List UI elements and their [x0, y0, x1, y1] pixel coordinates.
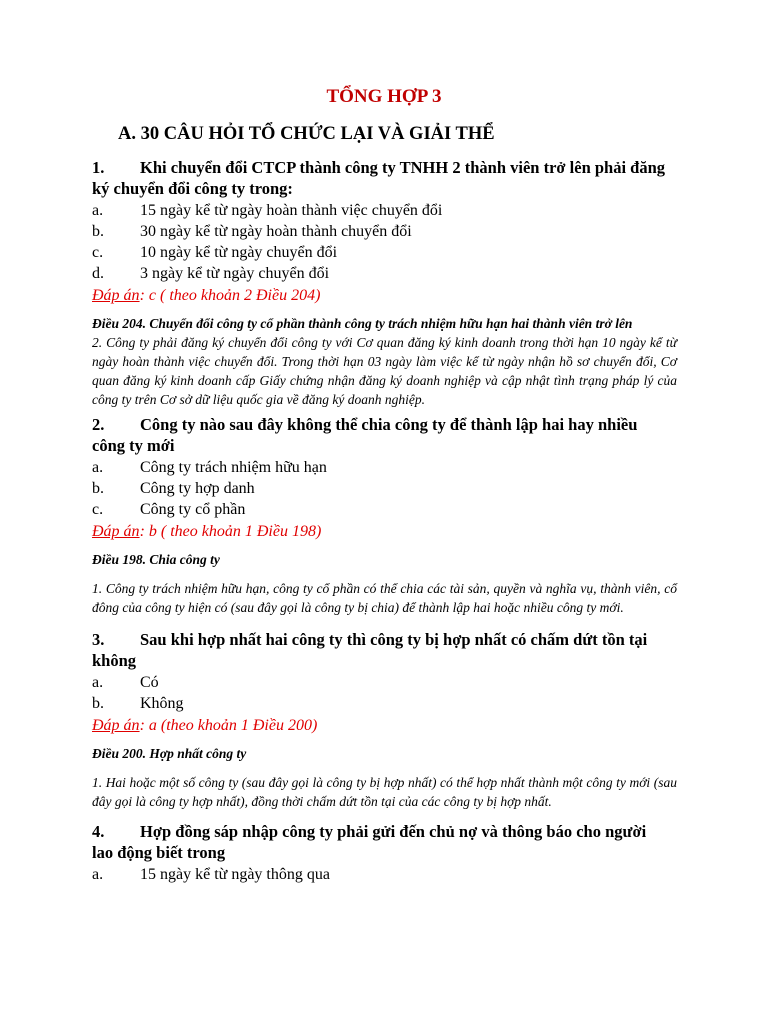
option-b [92, 693, 677, 714]
document-content [92, 155, 677, 885]
option-text: Có [140, 674, 159, 691]
law-article-title: Điều 204. Chuyển đổi công ty cổ phần thành công ty trách nhiệm hữu hạn hai thành viên trở lên [92, 316, 633, 331]
answer-label: Đáp án [92, 717, 140, 734]
question-1 [92, 157, 677, 199]
option-a [92, 672, 677, 693]
answer-text: : b ( theo khoản 1 Điều 198) [139, 523, 322, 540]
option-letter: d. [92, 265, 104, 282]
option-letter: a. [92, 674, 104, 691]
option-a [92, 200, 677, 221]
question-4 [92, 821, 677, 863]
answer-label: Đáp án [92, 287, 140, 304]
question-number: 3. [92, 630, 105, 649]
question-text-continued: lao động biết trong [92, 843, 226, 862]
question-text: Sau khi hợp nhất hai công ty thì công ty bị hợp nhất có chấm dứt tồn tại [140, 630, 648, 649]
question-3 [92, 629, 677, 671]
answer-options [92, 200, 677, 284]
option-letter: a. [92, 866, 104, 883]
law-article-title: Điều 200. Hợp nhất công ty [92, 746, 247, 761]
question-2 [92, 414, 677, 456]
option-text: 3 ngày kể từ ngày chuyển đổi [140, 265, 330, 282]
answer-options [92, 864, 677, 885]
answer-line [92, 521, 677, 542]
option-letter: a. [92, 202, 104, 219]
answer-options [92, 457, 677, 520]
option-text: Công ty hợp danh [140, 480, 255, 497]
option-c [92, 242, 677, 263]
option-c [92, 499, 677, 520]
option-letter: b. [92, 695, 104, 712]
option-a [92, 457, 677, 478]
answer-text: : c ( theo khoản 2 Điều 204) [139, 287, 321, 304]
answer-line [92, 715, 677, 736]
question-number: 1. [92, 158, 105, 177]
option-text: 15 ngày kể từ ngày hoàn thành việc chuyển đổi [140, 202, 443, 219]
option-letter: b. [92, 223, 104, 240]
option-text: Công ty trách nhiệm hữu hạn [140, 459, 327, 476]
question-text-continued: không [92, 651, 137, 670]
law-article-body: 1. Công ty trách nhiệm hữu hạn, công ty cổ phần có thể chia các tài sản, quyền và nghĩa vụ, thành viên, cổ đông của công ty hiện có (sau đây gọi là công ty bị chia) để thành lập hai hoặc nhiều công ty mới. [92, 581, 677, 615]
law-article-body: 2. Công ty phải đăng ký chuyển đổi công ty với Cơ quan đăng ký kinh doanh trong thời hạn 10 ngày kể từ ngày hoàn thành việc chuyển đổi. Trong thời hạn 03 ngày làm việc kể từ ngày nhận hồ sơ chuyển đổi, Cơ quan đăng ký kinh doanh cấp Giấy chứng nhận đăng ký doanh nghiệp và cập nhật tình trạng pháp lý của công ty trên Cơ sở dữ liệu quốc gia về đăng ký doanh nghiệp. [92, 335, 677, 407]
option-a [92, 864, 677, 885]
question-text: Khi chuyển đổi CTCP thành công ty TNHH 2 thành viên trở lên phải đăng [140, 158, 666, 177]
law-article-body: 1. Hai hoặc một số công ty (sau đây gọi là công ty bị hợp nhất) có thể hợp nhất thành một công ty mới (sau đây gọi là công ty hợp nhất), đồng thời chấm dứt tồn tại của các công ty bị hợp nhất. [92, 775, 677, 809]
option-letter: c. [92, 244, 104, 261]
answer-label: Đáp án [92, 523, 140, 540]
option-text: 10 ngày kể từ ngày chuyển đổi [140, 244, 338, 261]
answer-text: : a (theo khoản 1 Điều 200) [139, 717, 318, 734]
question-text-continued: ký chuyển đổi công ty trong: [92, 179, 293, 198]
option-d [92, 263, 677, 284]
answer-line [92, 285, 677, 306]
option-letter: b. [92, 480, 104, 497]
option-text: 15 ngày kể từ ngày thông qua [140, 866, 330, 883]
option-letter: a. [92, 459, 104, 476]
option-letter: c. [92, 501, 104, 518]
answer-options [92, 672, 677, 714]
option-text: Công ty cổ phần [140, 501, 246, 518]
page-title: TỔNG HỢP 3 [326, 86, 442, 107]
question-text: Hợp đồng sáp nhập công ty phải gửi đến chủ nợ và thông báo cho người [140, 822, 647, 841]
question-number: 4. [92, 822, 105, 841]
option-b [92, 221, 677, 242]
question-text-continued: công ty mới [92, 436, 175, 455]
law-article-title: Điều 198. Chia công ty [92, 552, 220, 567]
question-number: 2. [92, 415, 105, 434]
option-text: 30 ngày kể từ ngày hoàn thành chuyển đổi [140, 223, 412, 240]
question-text: Công ty nào sau đây không thể chia công ty để thành lập hai hay nhiều [140, 415, 638, 434]
option-b [92, 478, 677, 499]
section-heading: A. 30 CÂU HỎI TỔ CHỨC LẠI VÀ GIẢI THỂ [118, 124, 495, 144]
option-text: Không [140, 695, 184, 712]
